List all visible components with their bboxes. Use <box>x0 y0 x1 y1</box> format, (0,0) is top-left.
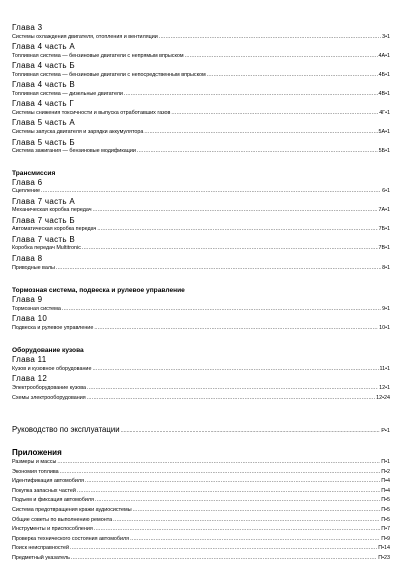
chapter-label: Глава 11 <box>12 355 47 365</box>
chapter-label: Глава 4 часть Б <box>12 61 75 71</box>
entry-title: Коробка передач Multitronic <box>12 245 81 252</box>
toc-entry[interactable] <box>12 496 390 506</box>
manual-title: Руководство по эксплуатации <box>12 425 120 435</box>
entry-page: 4В•1 <box>378 90 390 97</box>
entry-page: П•9 <box>381 535 390 542</box>
leader-dots <box>97 225 377 235</box>
entry-title: Схемы электрооборудования <box>12 394 86 401</box>
section-heading-body-equipment: Оборудование кузова <box>12 347 84 355</box>
leader-dots <box>124 90 378 100</box>
leader-dots <box>60 468 381 478</box>
toc-entry[interactable] <box>12 71 390 81</box>
manual-entry[interactable] <box>12 425 390 436</box>
entry-page: 4Б•1 <box>378 71 390 78</box>
chapter-label: Глава 4 часть В <box>12 80 76 90</box>
chapter-label: Глава 7 часть А <box>12 196 76 206</box>
leader-dots <box>94 324 378 334</box>
entry-page: 7A•1 <box>378 207 390 214</box>
leader-dots <box>70 544 377 554</box>
entry-title: Сцепление <box>12 188 40 195</box>
entry-title: Электрооборудование кузова <box>12 384 87 391</box>
toc-entry[interactable] <box>12 554 390 564</box>
leader-dots <box>171 109 378 119</box>
entry-page: П•7 <box>381 526 390 533</box>
toc-entry[interactable] <box>12 187 390 197</box>
toc-entry[interactable] <box>12 506 390 516</box>
entry-page: П•4 <box>381 487 390 494</box>
leader-dots <box>62 305 381 315</box>
entry-page: П•14 <box>378 545 390 552</box>
leader-dots <box>137 147 378 157</box>
entry-title: Общие советы по выполнению ремонта <box>12 516 113 523</box>
transmission-section <box>12 178 390 273</box>
leader-dots <box>133 506 381 516</box>
toc-entry[interactable] <box>12 324 390 334</box>
entry-page: 7В•1 <box>378 245 390 252</box>
toc-entry[interactable] <box>12 384 390 394</box>
entry-page: 8•1 <box>382 264 390 271</box>
toc-entry[interactable] <box>12 90 390 100</box>
chapter-label: Глава 12 <box>12 374 48 384</box>
entry-title: Кузов и кузовное оборудование <box>12 365 92 372</box>
leader-dots <box>93 206 378 216</box>
leader-dots <box>121 426 381 436</box>
section-heading-appendices: Приложения <box>12 448 62 458</box>
entry-page: 9•1 <box>382 305 390 312</box>
toc-entry[interactable] <box>12 206 390 216</box>
toc-entry[interactable] <box>12 305 390 315</box>
chapter-label: Глава 7 часть В <box>12 234 76 244</box>
chapter-label: Глава 10 <box>12 314 48 324</box>
entry-title: Механическая коробка передач <box>12 207 92 214</box>
entry-title: Топливная система — бензиновые двигатели с непосредственным впрыском <box>12 71 206 78</box>
toc-entry[interactable] <box>12 225 390 235</box>
entry-page: П•23 <box>378 555 390 562</box>
toc-entry[interactable] <box>12 264 390 274</box>
chapter-label: Глава 7 часть Б <box>12 215 75 225</box>
entry-title: Тормозная система <box>12 305 61 312</box>
entry-title: Идентификация автомобиля <box>12 478 84 485</box>
leader-dots <box>56 264 381 274</box>
entry-title: Размеры и массы <box>12 459 57 466</box>
chapter-label: Глава 6 <box>12 177 43 187</box>
brakes-section <box>12 295 390 333</box>
toc-entry[interactable] <box>12 458 390 468</box>
entry-page: 5Б•1 <box>378 148 390 155</box>
leader-dots <box>77 487 380 497</box>
entry-title: Покупка запасных частей <box>12 487 76 494</box>
table-of-contents <box>12 23 390 564</box>
leader-dots <box>71 554 377 564</box>
toc-entry[interactable] <box>12 525 390 535</box>
body-equipment-section <box>12 355 390 403</box>
entry-page: П•5 <box>381 507 390 514</box>
entry-title: Топливная система — бензиновые двигатели с непрямым впрыском <box>12 52 184 59</box>
toc-entry[interactable] <box>12 535 390 545</box>
entry-title: Приводные валы <box>12 264 55 271</box>
entry-title: Системы охлаждения двигателя, отопления и вентиляции <box>12 33 158 40</box>
entry-page: 5A•1 <box>378 128 390 135</box>
entry-page: П•5 <box>381 497 390 504</box>
entry-title: Системы снижения токсичности и выпуска отработавших газов <box>12 109 171 116</box>
entry-page: 12•24 <box>376 394 390 401</box>
toc-entry[interactable] <box>12 33 390 43</box>
entry-page: 4A•1 <box>378 52 390 59</box>
engine-section <box>12 23 390 157</box>
entry-title: Проверка технического состояния автомобиля <box>12 535 130 542</box>
leader-dots <box>113 516 380 526</box>
entry-title: Экономия топлива <box>12 468 59 475</box>
manual-page: P•1 <box>381 428 390 435</box>
leader-dots <box>82 244 378 254</box>
leader-dots <box>159 33 381 43</box>
chapter-label: Глава 9 <box>12 295 43 305</box>
toc-entry[interactable] <box>12 394 390 404</box>
entry-page: П•4 <box>381 478 390 485</box>
entry-title: Подъем и фиксация автомобиля <box>12 497 94 504</box>
entry-page: 3•1 <box>382 33 390 40</box>
leader-dots <box>207 71 378 81</box>
section-heading-transmission: Трансмиссия <box>12 169 56 177</box>
chapter-label: Глава 4 часть Г <box>12 99 75 109</box>
chapter-label: Глава 8 <box>12 254 43 264</box>
leader-dots <box>185 52 378 62</box>
leader-dots <box>87 384 378 394</box>
entry-title: Подвеска и рулевое управление <box>12 324 94 331</box>
chapter-label: Глава 5 часть А <box>12 118 76 128</box>
toc-entry[interactable] <box>12 468 390 478</box>
entry-title: Системы запуска двигателя и зарядки аккумулятора <box>12 128 144 135</box>
entry-page: 10•1 <box>379 324 390 331</box>
toc-entry[interactable] <box>12 52 390 62</box>
toc-entry[interactable] <box>12 544 390 554</box>
entry-title: Топливная система — дизельные двигатели <box>12 90 123 97</box>
section-heading-brakes: Тормозная система, подвеска и рулевое управление <box>12 287 185 295</box>
entry-title: Система предотвращения кражи аудиосистемы <box>12 507 132 514</box>
toc-entry[interactable] <box>12 477 390 487</box>
entry-page: 12•1 <box>379 384 390 391</box>
leader-dots <box>94 525 380 535</box>
leader-dots <box>41 187 381 197</box>
toc-entry[interactable] <box>12 128 390 138</box>
entry-title: Инструменты и приспособления <box>12 526 93 533</box>
leader-dots <box>85 477 380 487</box>
leader-dots <box>57 458 380 468</box>
chapter-label: Глава 3 <box>12 23 43 32</box>
entry-title: Система зажигания — бензиновые модификации <box>12 148 136 155</box>
leader-dots <box>95 496 380 506</box>
toc-entry[interactable] <box>12 244 390 254</box>
entry-page: 7Б•1 <box>378 226 390 233</box>
entry-page: П•1 <box>381 459 390 466</box>
entry-page: 4Г•1 <box>379 109 390 116</box>
leader-dots <box>87 394 375 404</box>
entry-page: П•2 <box>381 468 390 475</box>
entry-title: Поиск неисправностей <box>12 545 69 552</box>
leader-dots <box>144 128 377 138</box>
toc-entry[interactable] <box>12 147 390 157</box>
entry-title: Предметный указатель <box>12 555 70 562</box>
toc-entry[interactable] <box>12 365 390 375</box>
appendices-section <box>12 458 390 564</box>
chapter-label: Глава 5 часть Б <box>12 137 75 147</box>
entry-page: П•5 <box>381 516 390 523</box>
leader-dots <box>130 535 380 545</box>
entry-page: 11•1 <box>379 365 390 372</box>
toc-entry[interactable] <box>12 487 390 497</box>
chapter-label: Глава 4 часть А <box>12 42 76 52</box>
toc-entry[interactable] <box>12 109 390 119</box>
toc-entry[interactable] <box>12 516 390 526</box>
entry-title: Автоматическая коробка передач <box>12 226 97 233</box>
leader-dots <box>92 365 378 375</box>
entry-page: 6•1 <box>382 188 390 195</box>
